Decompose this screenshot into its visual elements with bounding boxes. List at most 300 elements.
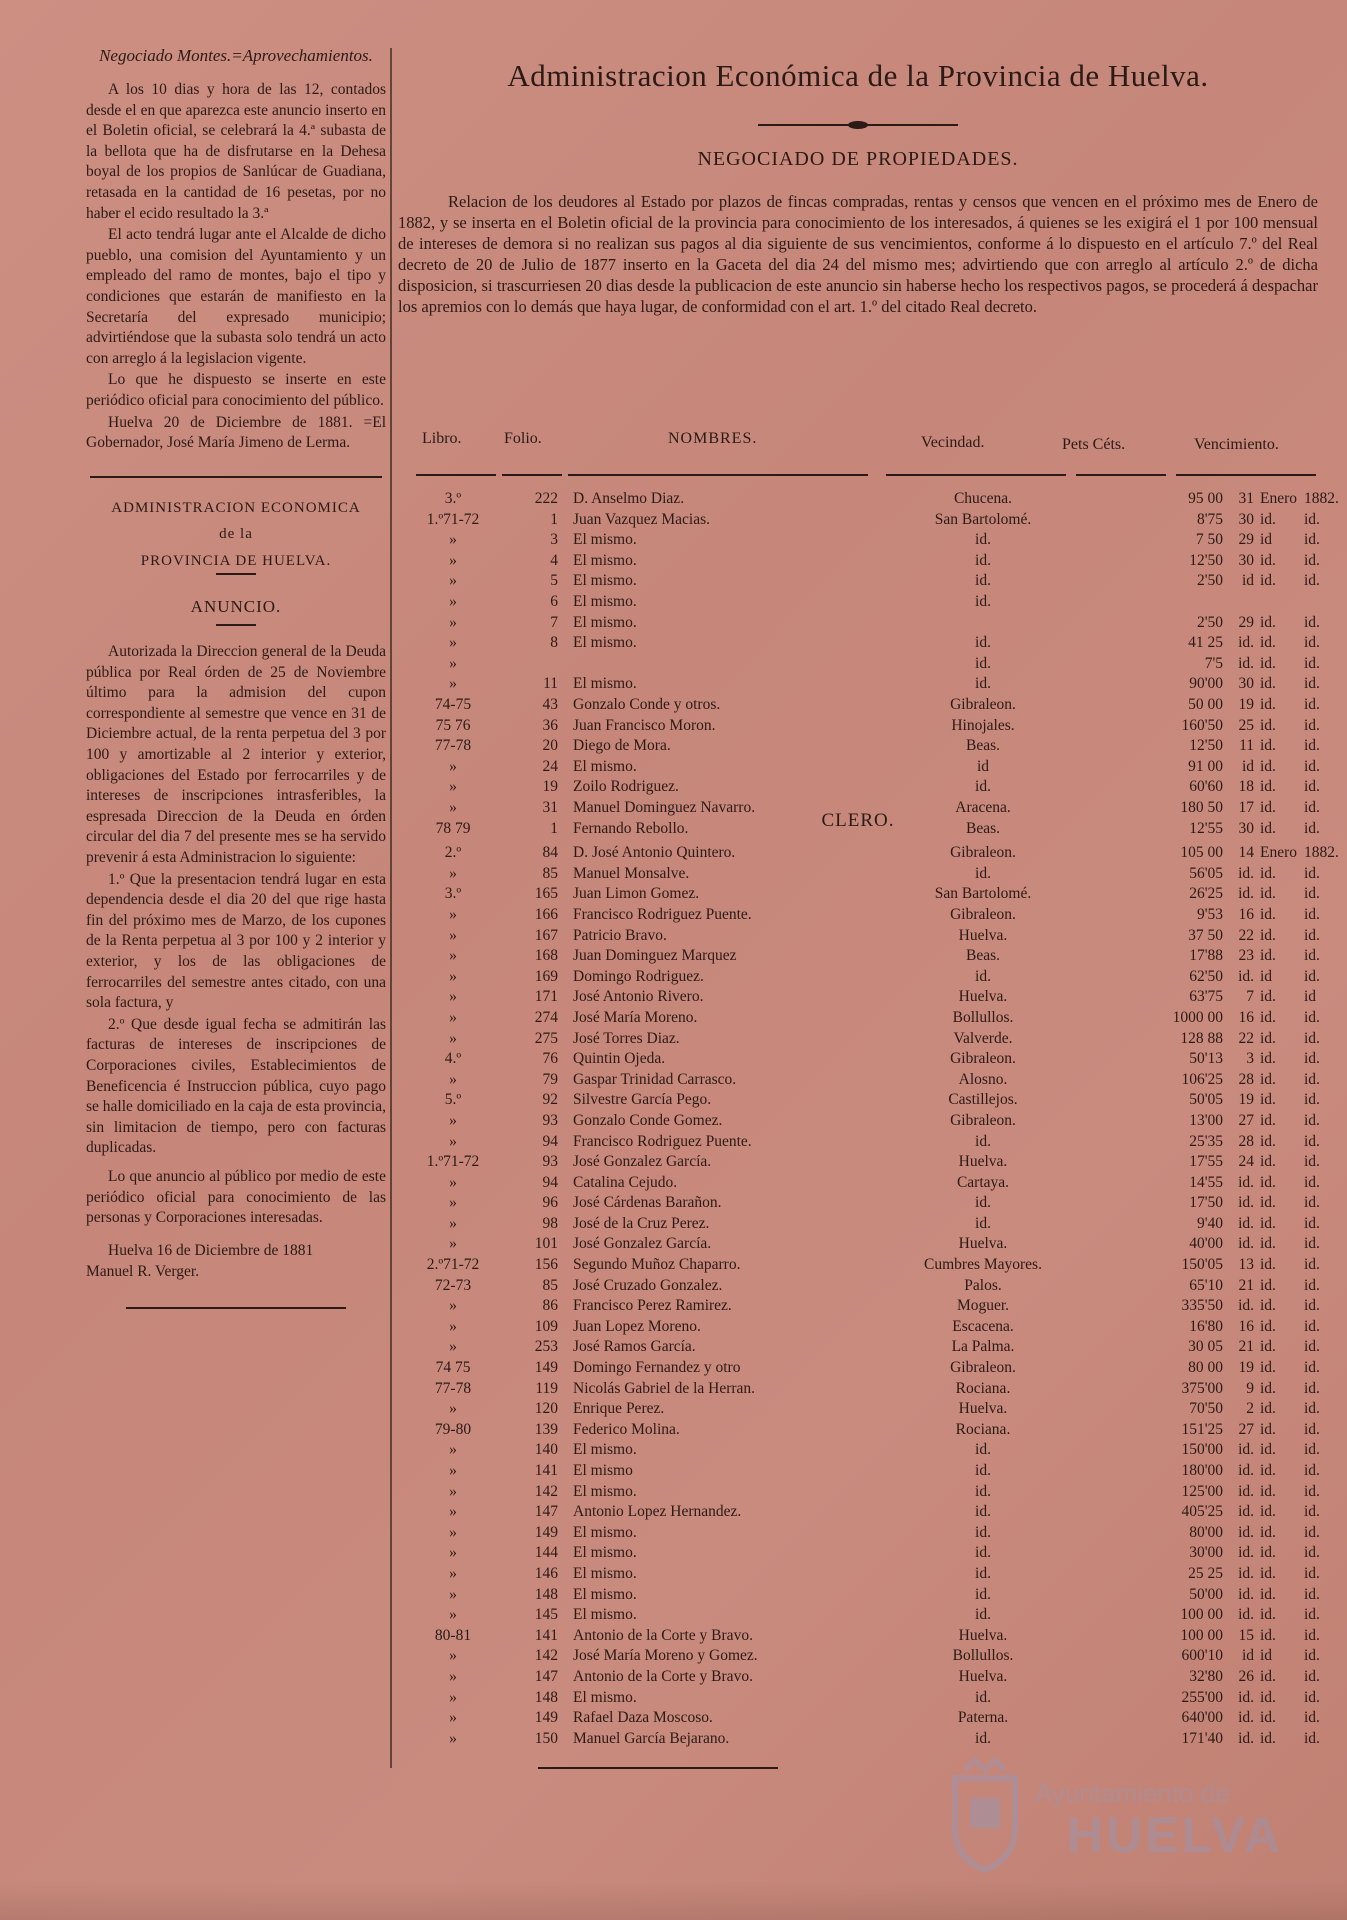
mes-cell: id.: [1260, 1132, 1276, 1150]
vecindad-cell: Huelva.: [958, 926, 1008, 944]
vecindad-cell: id.: [975, 654, 991, 672]
nombre-cell: El mismo.: [573, 634, 637, 652]
vecindad-cell: Alosno.: [958, 1070, 1008, 1088]
folio-cell: 275: [534, 1029, 558, 1047]
vecindad-cell: Rociana.: [955, 1420, 1011, 1438]
folio-cell: 31: [542, 798, 558, 816]
pesos-cell: 62'50: [1189, 967, 1223, 985]
vecindad-cell: Escacena.: [952, 1317, 1014, 1335]
nombre-cell: Gonzalo Conde y otros.: [573, 695, 721, 713]
libro-cell: »: [449, 864, 457, 882]
vecindad-cell: Huelva.: [958, 1235, 1008, 1253]
pesos-cell: 80 00: [1188, 1359, 1223, 1377]
folio-cell: 144: [534, 1544, 558, 1562]
nombre-cell: Antonio Lopez Hernandez.: [573, 1503, 742, 1521]
anio-cell: id.: [1304, 1111, 1320, 1129]
table-row: [398, 906, 1318, 927]
libro-cell: »: [449, 1688, 457, 1706]
anio-cell: id.: [1304, 864, 1320, 882]
pesos-cell: 50'00: [1189, 1585, 1223, 1603]
dia-cell: 22: [1238, 926, 1254, 944]
pesos-cell: 1000 00: [1172, 1008, 1223, 1026]
mes-cell: id.: [1260, 1379, 1276, 1397]
pesos-cell: 375'00: [1181, 1379, 1223, 1397]
mes-cell: id: [1260, 1647, 1273, 1665]
anio-cell: id.: [1304, 695, 1320, 713]
nombre-cell: Fernando Rebollo.: [573, 819, 689, 837]
libro-cell: 79-80: [434, 1420, 472, 1438]
folio-cell: 166: [534, 905, 558, 923]
table-row: [398, 593, 1318, 614]
libro-cell: »: [449, 1523, 457, 1541]
table-row: [398, 1462, 1318, 1483]
nombre-cell: José María Moreno.: [573, 1008, 698, 1026]
vecindad-cell: Huelva.: [958, 988, 1008, 1006]
watermark-line-1: Ayuntamiento de: [1035, 1778, 1230, 1808]
nombre-cell: Rafael Daza Moscoso.: [573, 1709, 713, 1727]
pesos-cell: 16'80: [1189, 1317, 1223, 1335]
mes-cell: id.: [1260, 926, 1276, 944]
table-row: [398, 717, 1318, 738]
anio-cell: id.: [1304, 1297, 1320, 1315]
nombre-cell: Zoilo Rodriguez.: [573, 778, 679, 796]
mes-cell: id.: [1260, 1338, 1276, 1356]
libro-cell: »: [449, 1338, 457, 1356]
anio-cell: id.: [1304, 1029, 1320, 1047]
nombre-cell: El mismo.: [573, 1606, 637, 1624]
nombre-cell: El mismo.: [573, 531, 637, 549]
folio-cell: 84: [542, 844, 558, 862]
libro-cell: 77-78: [434, 737, 472, 755]
nombre-cell: José Gonzalez García.: [573, 1235, 712, 1253]
mes-cell: id.: [1260, 1441, 1276, 1459]
table-row: [398, 1380, 1318, 1401]
table-row: [398, 1524, 1318, 1545]
pesos-cell: 105 00: [1180, 844, 1223, 862]
mes-cell: id.: [1260, 988, 1276, 1006]
libro-cell: 3.º: [444, 490, 462, 507]
vecindad-cell: id.: [975, 1585, 991, 1603]
nombre-cell: El mismo.: [573, 675, 637, 693]
vecindad-cell: Gibraleon.: [950, 1359, 1016, 1377]
pesos-cell: 37 50: [1188, 926, 1223, 944]
end-separator: [126, 1307, 346, 1309]
anio-cell: id.: [1304, 510, 1320, 528]
dia-cell: id.: [1238, 967, 1254, 985]
column-divider: [390, 48, 392, 1768]
anio-cell: id.: [1304, 1523, 1320, 1541]
deuda-signature-date: Huelva 16 de Diciembre de 1881: [108, 1241, 314, 1259]
libro-cell: »: [449, 1214, 457, 1232]
libro-cell: »: [449, 572, 457, 590]
vecindad-cell: Palos.: [964, 1276, 1002, 1294]
libro-cell: 74-75: [434, 695, 472, 713]
anio-cell: id: [1304, 988, 1317, 1006]
table-row: [398, 552, 1318, 573]
pesos-cell: 90'00: [1189, 675, 1223, 693]
mes-cell: id.: [1260, 1297, 1276, 1315]
table-row: [398, 1235, 1318, 1256]
folio-cell: 147: [534, 1503, 558, 1521]
pesos-cell: 30 05: [1188, 1338, 1223, 1356]
mes-cell: id.: [1260, 819, 1276, 837]
mes-cell: id.: [1260, 1153, 1276, 1171]
pesos-cell: 160'50: [1181, 716, 1223, 734]
mes-cell: id.: [1260, 757, 1276, 775]
dia-cell: 2: [1246, 1400, 1254, 1418]
nombre-cell: José Gonzalez García.: [573, 1153, 712, 1171]
dia-cell: id.: [1238, 1709, 1254, 1727]
vecindad-cell: id.: [975, 1523, 991, 1541]
anio-cell: id.: [1304, 1091, 1320, 1109]
folio-cell: 149: [534, 1359, 558, 1377]
nombre-cell: Francisco Rodriguez Puente.: [573, 905, 752, 923]
folio-cell: 169: [534, 967, 558, 985]
libro-cell: »: [449, 1667, 457, 1685]
dia-cell: 11: [1239, 737, 1254, 755]
vecindad-cell: Aracena.: [955, 798, 1011, 816]
nombre-cell: José Antonio Rivero.: [573, 988, 704, 1006]
title-ornament: [758, 124, 958, 126]
pesos-cell: 60'60: [1189, 778, 1223, 796]
table-row: [398, 531, 1318, 552]
dia-cell: 28: [1238, 1132, 1254, 1150]
libro-cell: »: [449, 613, 457, 631]
nombre-cell: El mismo.: [573, 613, 637, 631]
header-vencimiento: Vencimiento.: [1194, 436, 1279, 453]
dia-cell: 7: [1246, 988, 1254, 1006]
anio-cell: id.: [1304, 634, 1320, 652]
vecindad-cell: La Palma.: [951, 1338, 1015, 1356]
anio-cell: id.: [1304, 947, 1320, 965]
mes-cell: id.: [1260, 1317, 1276, 1335]
table-row: [398, 1689, 1318, 1710]
vecindad-cell: id.: [975, 634, 991, 652]
vecindad-cell: id.: [975, 1503, 991, 1521]
anio-cell: id.: [1304, 1132, 1320, 1150]
nombre-cell: D. José Antonio Quintero.: [573, 844, 736, 862]
mes-cell: id.: [1260, 1256, 1276, 1274]
anio-cell: id.: [1304, 1173, 1320, 1191]
dia-cell: id.: [1238, 1214, 1254, 1232]
pesos-cell: 41 25: [1188, 634, 1223, 652]
dia-cell: 14: [1238, 844, 1254, 862]
anio-cell: id.: [1304, 819, 1320, 837]
nombre-cell: El mismo: [573, 1462, 633, 1479]
anio-cell: id.: [1304, 1008, 1320, 1026]
anio-cell: id.: [1304, 1544, 1320, 1562]
pesos-cell: 50'13: [1189, 1050, 1223, 1068]
dia-cell: 30: [1238, 551, 1254, 569]
vecindad-cell: id.: [975, 1194, 991, 1212]
pesos-cell: 50'05: [1189, 1091, 1223, 1109]
vecindad-cell: Beas.: [965, 819, 1000, 837]
libro-cell: 72-73: [434, 1276, 472, 1294]
folio-cell: 76: [542, 1050, 558, 1068]
dia-cell: 27: [1238, 1420, 1254, 1438]
vecindad-cell: id.: [975, 1441, 991, 1459]
anio-cell: id.: [1304, 551, 1320, 569]
nombre-cell: Diego de Mora.: [573, 737, 671, 755]
libro-cell: »: [449, 1111, 457, 1129]
vecindad-cell: id.: [975, 551, 991, 569]
folio-cell: 85: [542, 864, 558, 882]
mes-cell: id.: [1260, 1503, 1276, 1521]
pesos-cell: 50 00: [1188, 695, 1223, 713]
anio-cell: id.: [1304, 1729, 1320, 1747]
anio-cell: 1882.: [1304, 844, 1339, 862]
dia-cell: 31: [1238, 490, 1254, 507]
pesos-cell: 106'25: [1181, 1070, 1223, 1088]
anio-cell: id.: [1304, 1317, 1320, 1335]
anio-cell: id.: [1304, 1709, 1320, 1727]
table-row: [398, 1606, 1318, 1627]
left-column: [86, 46, 386, 1309]
pesos-cell: 125'00: [1181, 1482, 1223, 1500]
anio-cell: id.: [1304, 1359, 1320, 1377]
pesos-cell: 14'55: [1189, 1173, 1223, 1191]
pesos-cell: 2'50: [1196, 572, 1223, 590]
dia-cell: id.: [1238, 1462, 1254, 1479]
table-row: [398, 1153, 1318, 1174]
dia-cell: 28: [1238, 1070, 1254, 1088]
dia-cell: 30: [1238, 819, 1254, 837]
folio-cell: 119: [535, 1379, 558, 1397]
dia-cell: id.: [1238, 1729, 1254, 1747]
montes-paragraph-2: El acto tendrá lugar ante el Alcalde de dicho pueblo, una comision del Ayuntamiento y un empleado del ramo de montes, bajo el tipo y condiciones que estarán de manifiesto en la Secretaría del expresado municipio; advirtiéndose que la subasta solo tendrá un acto con arreglo á la legislacion vigente.: [86, 226, 386, 367]
folio-cell: 274: [534, 1008, 558, 1026]
pesos-cell: 26'25: [1189, 885, 1223, 903]
libro-cell: »: [449, 1400, 457, 1418]
pesos-cell: 640'00: [1181, 1709, 1223, 1727]
folio-cell: 156: [534, 1256, 558, 1274]
mes-cell: id.: [1260, 1688, 1276, 1706]
anio-cell: id.: [1304, 1585, 1320, 1603]
folio-cell: 3: [550, 531, 558, 549]
libro-cell: 75 76: [435, 716, 471, 734]
vecindad-cell: id.: [975, 1729, 991, 1747]
table-row: [398, 737, 1318, 758]
mes-cell: id: [1260, 967, 1273, 985]
pesos-cell: 63'75: [1189, 988, 1223, 1006]
dia-cell: 18: [1238, 778, 1254, 796]
anio-cell: id.: [1304, 1647, 1320, 1665]
mes-cell: id.: [1260, 675, 1276, 693]
archive-watermark: [935, 1758, 1284, 1876]
pesos-cell: 13'00: [1189, 1111, 1223, 1129]
nombre-cell: Manuel García Bejarano.: [573, 1729, 730, 1747]
vecindad-cell: Hinojales.: [951, 716, 1015, 734]
table-row: [398, 655, 1318, 676]
nombre-cell: El mismo.: [573, 757, 637, 775]
pesos-cell: 9'53: [1196, 905, 1223, 923]
dia-cell: id: [1241, 572, 1254, 590]
anio-cell: id.: [1304, 1070, 1320, 1088]
mes-cell: id.: [1260, 1008, 1276, 1026]
libro-cell: »: [449, 1647, 457, 1665]
nombre-cell: Enrique Perez.: [573, 1400, 665, 1418]
libro-cell: 1.º71-72: [426, 510, 480, 528]
mes-cell: Enero: [1260, 490, 1298, 507]
folio-cell: 253: [534, 1338, 558, 1356]
montes-paragraph-3: Lo que he dispuesto se inserte en este periódico oficial para conocimiento del público.: [86, 371, 386, 409]
libro-cell: »: [449, 1235, 457, 1253]
folio-cell: 93: [542, 1153, 558, 1171]
anio-cell: id.: [1304, 1276, 1320, 1294]
deuda-paragraph-1: Autorizada la Direccion general de la Deuda pública por Real órden de 25 de Noviembre último para la admision del cupon correspondiente al semestre que vence en 31 de Diciembre actual, de la renta perpetua del 3 por 100 y amortizable al 2 interior y exterior, obligaciones del Estado por ferrocarriles y de intereses de inscripciones intrasferibles, la espresada Direccion de la Deuda en órden circular del dia 7 del presente mes se ha servido prevenir á esta Administracion lo siguiente:: [86, 643, 386, 866]
ornament-rule: [216, 624, 256, 626]
anio-cell: id.: [1304, 716, 1320, 734]
anio-cell: id.: [1304, 1462, 1320, 1479]
table-row: [398, 1730, 1318, 1751]
pesos-cell: 8'75: [1196, 510, 1223, 528]
folio-cell: 94: [542, 1132, 558, 1150]
dia-cell: id.: [1238, 634, 1254, 652]
libro-cell: »: [449, 1132, 457, 1150]
libro-cell: »: [449, 551, 457, 569]
mes-cell: id.: [1260, 798, 1276, 816]
vecindad-cell: id.: [975, 531, 991, 549]
deuda-paragraph-4: Lo que anuncio al público por medio de este periódico oficial para conocimiento de las personas y Corporaciones interesadas.: [86, 1167, 386, 1227]
folio-cell: 11: [543, 675, 558, 693]
dia-cell: id.: [1238, 1441, 1254, 1459]
folio-cell: 148: [534, 1585, 558, 1603]
folio-cell: 20: [542, 737, 558, 755]
vecindad-cell: Huelva.: [958, 1400, 1008, 1418]
vecindad-cell: Cumbres Mayores.: [924, 1256, 1042, 1274]
libro-cell: »: [449, 778, 457, 796]
libro-cell: 3.º: [444, 885, 462, 903]
intro-paragraph: Relacion de los deudores al Estado por plazos de fincas compradas, rentas y censos que vencen en el próximo mes de Enero de 1882, y se inserta en el Boletin oficial de la provincia para conocimiento de los interesados, á quienes se les exigirá el 1 por 100 mensual de intereses de demora si no realizan sus pagos al dia siguiente de sus vencimientos, conforme á lo dispuesto en el artículo 7.º del Real decreto de 20 de Julio de 1877 inserto en la Gaceta del dia 24 del mismo mes; advirtiendo que con arreglo al artículo 2.º de dicha disposicion, si trascurriesen 20 dias desde la publicacion de este anuncio sin haberse hecho los respectivos pagos, se procederá á despachar los apremios con lo demás que haya lugar, de conformidad con el art. 1.º del citado Real decreto.: [398, 192, 1318, 316]
admin-title-2: de la: [219, 526, 253, 543]
vecindad-cell: id.: [975, 1688, 991, 1706]
folio-cell: 86: [542, 1297, 558, 1315]
pesos-cell: 255'00: [1181, 1688, 1223, 1706]
nombre-cell: El mismo.: [573, 1523, 637, 1541]
nombre-cell: D. Anselmo Diaz.: [573, 490, 685, 507]
nombre-cell: Federico Molina.: [573, 1420, 680, 1438]
folio-cell: 92: [542, 1091, 558, 1109]
nombre-cell: El mismo.: [573, 592, 637, 610]
mes-cell: id.: [1260, 1050, 1276, 1068]
dia-cell: id.: [1238, 864, 1254, 882]
table-row: [398, 927, 1318, 948]
anio-cell: id.: [1304, 778, 1320, 796]
libro-cell: »: [449, 988, 457, 1006]
dia-cell: id.: [1238, 1564, 1254, 1582]
anio-cell: id.: [1304, 1379, 1320, 1397]
nombre-cell: El mismo.: [573, 551, 637, 569]
ornament-rule: [216, 573, 256, 575]
dia-cell: id.: [1238, 1482, 1254, 1500]
anio-cell: id.: [1304, 1420, 1320, 1438]
folio-cell: 142: [534, 1482, 558, 1500]
folio-cell: 101: [534, 1235, 558, 1253]
anio-cell: id.: [1304, 1050, 1320, 1068]
dia-cell: 19: [1238, 695, 1254, 713]
libro-cell: »: [449, 634, 457, 652]
anio-cell: id.: [1304, 967, 1320, 985]
deuda-paragraph-3: 2.º Que desde igual fecha se admitirán las facturas de intereses de inscripciones de Corporaciones civiles, Establecimientos de Beneficencia é Instruccion pública, cuyo pago se halle domiciliado en la caja de esta provincia, sin limitacion de tiempo, pero con facturas duplicadas.: [86, 1015, 386, 1157]
nombre-cell: El mismo.: [573, 1441, 637, 1459]
mes-cell: id.: [1260, 1585, 1276, 1603]
mes-cell: id.: [1260, 1564, 1276, 1582]
nombre-cell: Domingo Fernandez y otro: [573, 1359, 741, 1377]
table-row: [398, 1071, 1318, 1092]
vecindad-cell: Rociana.: [955, 1379, 1011, 1397]
anio-cell: id.: [1304, 1338, 1320, 1356]
pesos-cell: 91 00: [1188, 757, 1223, 775]
nombre-cell: Juan Dominguez Marquez: [573, 947, 737, 965]
header-rules: [416, 474, 1316, 476]
dia-cell: 25: [1238, 716, 1254, 734]
table-row: [398, 1544, 1318, 1565]
anio-cell: id.: [1304, 613, 1320, 631]
folio-cell: 171: [534, 988, 558, 1006]
dia-cell: 21: [1238, 1276, 1254, 1294]
pesos-cell: 150'00: [1181, 1441, 1223, 1459]
anio-cell: id.: [1304, 1214, 1320, 1232]
dia-cell: 9: [1246, 1379, 1254, 1397]
pesos-cell: 335'50: [1181, 1297, 1223, 1315]
nombre-cell: Catalina Cejudo.: [573, 1173, 678, 1191]
dia-cell: id.: [1238, 1173, 1254, 1191]
table-row: [398, 988, 1318, 1009]
pesos-cell: 32'80: [1189, 1667, 1223, 1685]
table-row: [398, 614, 1318, 635]
pesos-cell: 405'25: [1181, 1503, 1223, 1521]
libro-cell: »: [449, 1462, 457, 1479]
dia-cell: id.: [1238, 1688, 1254, 1706]
libro-cell: 80-81: [434, 1626, 472, 1644]
folio-cell: 222: [534, 490, 558, 507]
folio-cell: 148: [534, 1688, 558, 1706]
anio-cell: id.: [1304, 1564, 1320, 1582]
pesos-cell: 180'00: [1181, 1462, 1223, 1479]
folio-cell: 1: [550, 819, 558, 837]
libro-cell: »: [449, 592, 457, 610]
anio-cell: id.: [1304, 926, 1320, 944]
mes-cell: id.: [1260, 695, 1276, 713]
vecindad-cell: Beas.: [965, 737, 1000, 755]
deuda-paragraph-2: 1.º Que la presentacion tendrá lugar en esta dependencia desde el dia 20 del que rige hasta fin del próximo mes de Marzo, de los cupones de la Renta perpetua al 3 por 100 y 2 interior y exterior, y los de las obligaciones de ferrocarriles del semestre antes citado, con una sola factura, y: [86, 870, 386, 1012]
anio-cell: id.: [1304, 1153, 1320, 1171]
dia-cell: 22: [1238, 1029, 1254, 1047]
pesos-cell: 65'10: [1189, 1276, 1223, 1294]
mes-cell: id.: [1260, 634, 1276, 652]
folio-cell: 146: [534, 1564, 558, 1582]
clero-table: [398, 844, 1339, 1750]
anio-cell: id.: [1304, 1256, 1320, 1274]
table-row: [398, 1421, 1318, 1442]
pesos-cell: 12'50: [1189, 737, 1223, 755]
folio-cell: 79: [542, 1070, 558, 1088]
vecindad-cell: id.: [975, 967, 991, 985]
table-row: [398, 1091, 1318, 1112]
vecindad-cell: id.: [975, 592, 991, 610]
folio-cell: 120: [534, 1400, 558, 1418]
folio-cell: 24: [542, 757, 558, 775]
vecindad-cell: id.: [975, 1482, 991, 1500]
libro-cell: 2.º: [444, 844, 462, 862]
vecindad-cell: Bollullos.: [952, 1008, 1014, 1026]
anio-cell: id.: [1304, 1626, 1320, 1644]
anio-cell: id.: [1304, 1194, 1320, 1212]
folio-cell: 1: [550, 510, 558, 528]
table-row: [398, 1668, 1318, 1689]
dia-cell: id.: [1238, 885, 1254, 903]
anio-cell: id.: [1304, 1235, 1320, 1253]
